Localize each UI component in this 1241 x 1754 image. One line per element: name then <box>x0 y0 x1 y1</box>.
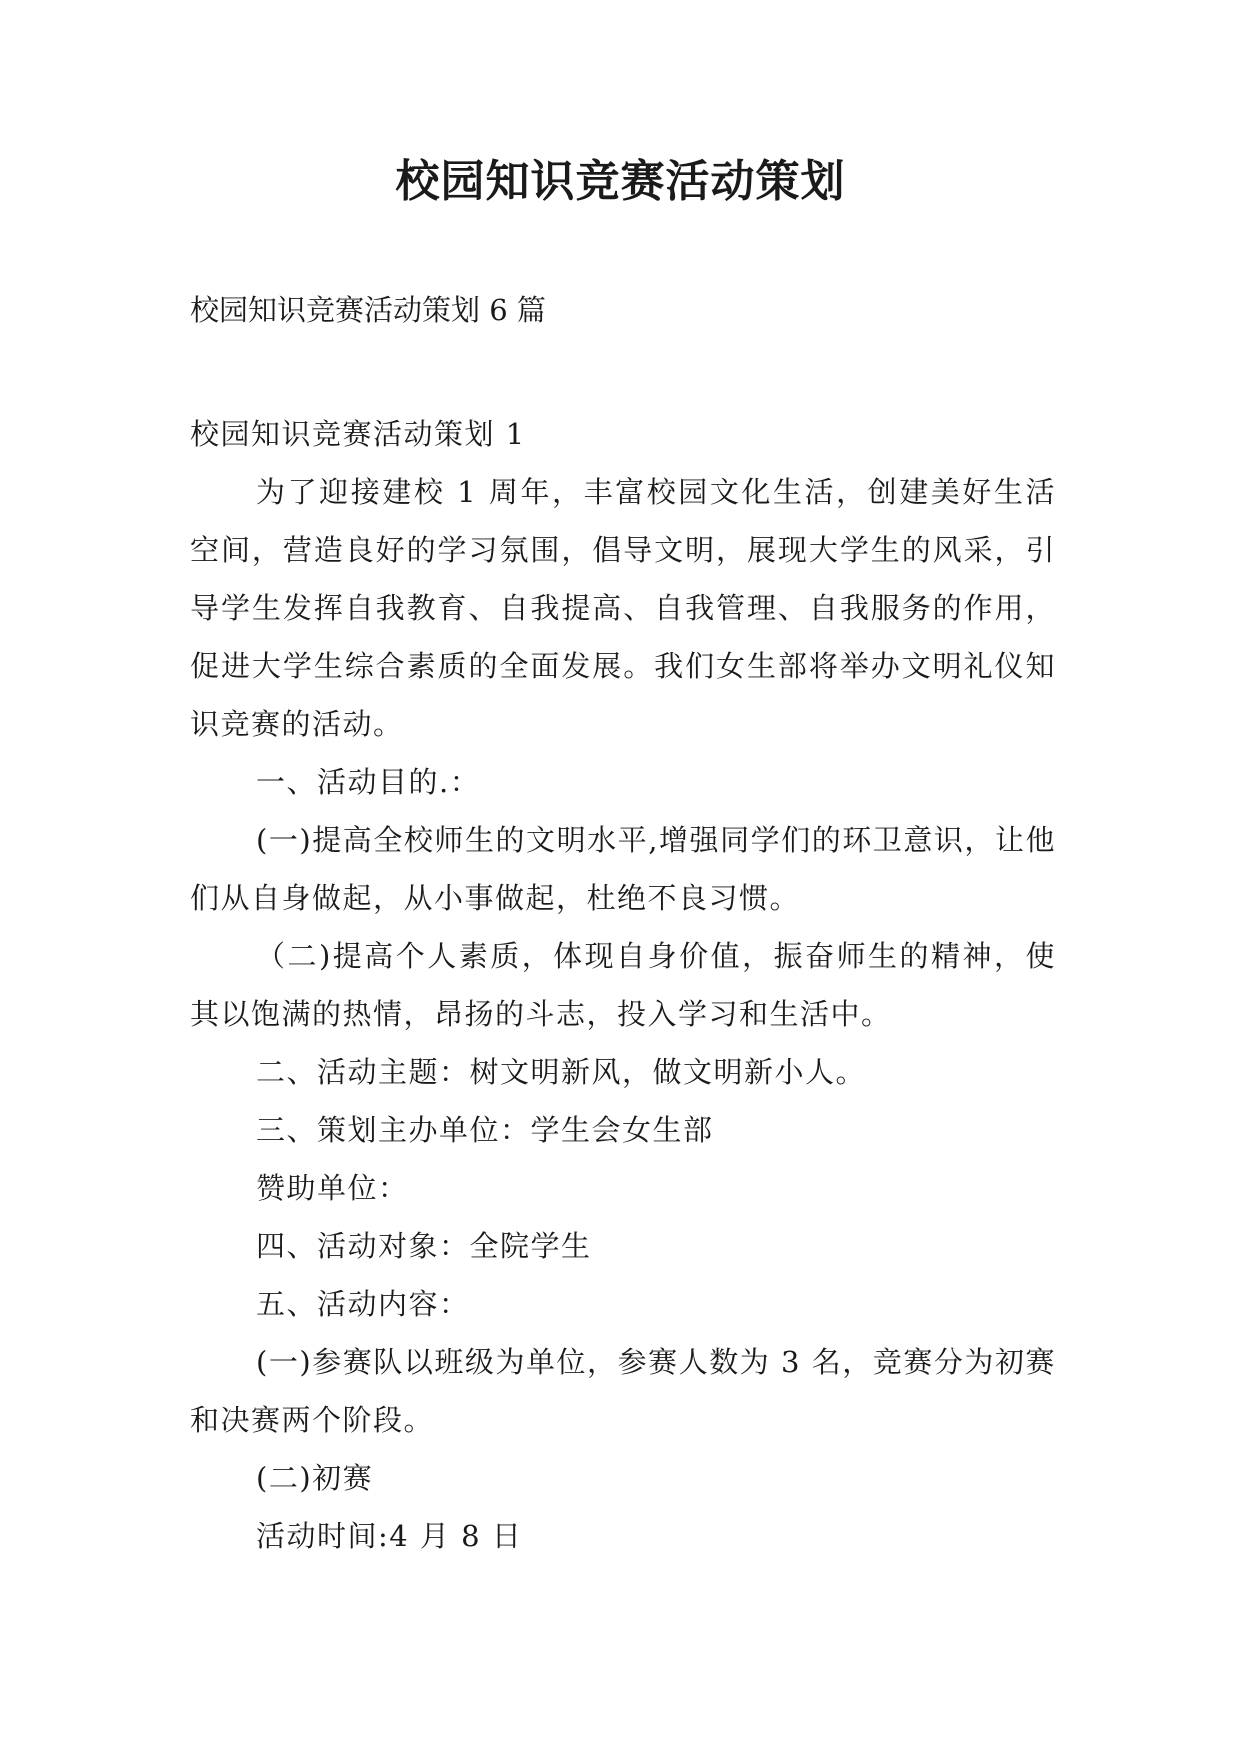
paragraph-time: 活动时间:4 月 8 日 <box>256 1519 523 1553</box>
paragraph-content-1: (一)参赛队以班级为单位，参赛人数为 3 名，竞赛分为初赛和决赛两个阶段。 <box>190 1345 1056 1437</box>
paragraph-sponsor: 赞助单位： <box>256 1171 409 1205</box>
document-body <box>190 405 1056 1565</box>
document-subtitle: 校园知识竞赛活动策划 6 篇 <box>190 293 546 327</box>
paragraph-intro: 为了迎接建校 1 周年，丰富校园文化生活，创建美好生活空间，营造良好的学习氛围，倡导文明，展现大学生的风采，引导学生发挥自我教育、自我提高、自我管理、自我服务的作用，促进大学生综合素质的全面发展。我们女生部将举办文明礼仪知识竞赛的活动。 <box>190 475 1056 741</box>
paragraph-purpose-2: （二)提高个人素质，体现自身价值，振奋师生的精神，使其以饱满的热情，昂扬的斗志，投入学习和生活中。 <box>190 939 1056 1031</box>
paragraph-preliminary: (二)初赛 <box>256 1461 374 1495</box>
heading-purpose: 一、活动目的.： <box>256 765 481 799</box>
section-heading: 校园知识竞赛活动策划 1 <box>190 417 526 451</box>
document-title: 校园知识竞赛活动策划 <box>395 156 846 207</box>
paragraph-theme: 二、活动主题：树文明新风，做文明新小人。 <box>256 1055 867 1089</box>
paragraph-organizer: 三、策划主办单位：学生会女生部 <box>256 1113 714 1147</box>
paragraph-purpose-1: (一)提高全校师生的文明水平,增强同学们的环卫意识，让他们从自身做起，从小事做起，杜绝不良习惯。 <box>190 823 1056 915</box>
paragraph-audience: 四、活动对象：全院学生 <box>256 1229 592 1263</box>
heading-content: 五、活动内容： <box>256 1287 470 1321</box>
